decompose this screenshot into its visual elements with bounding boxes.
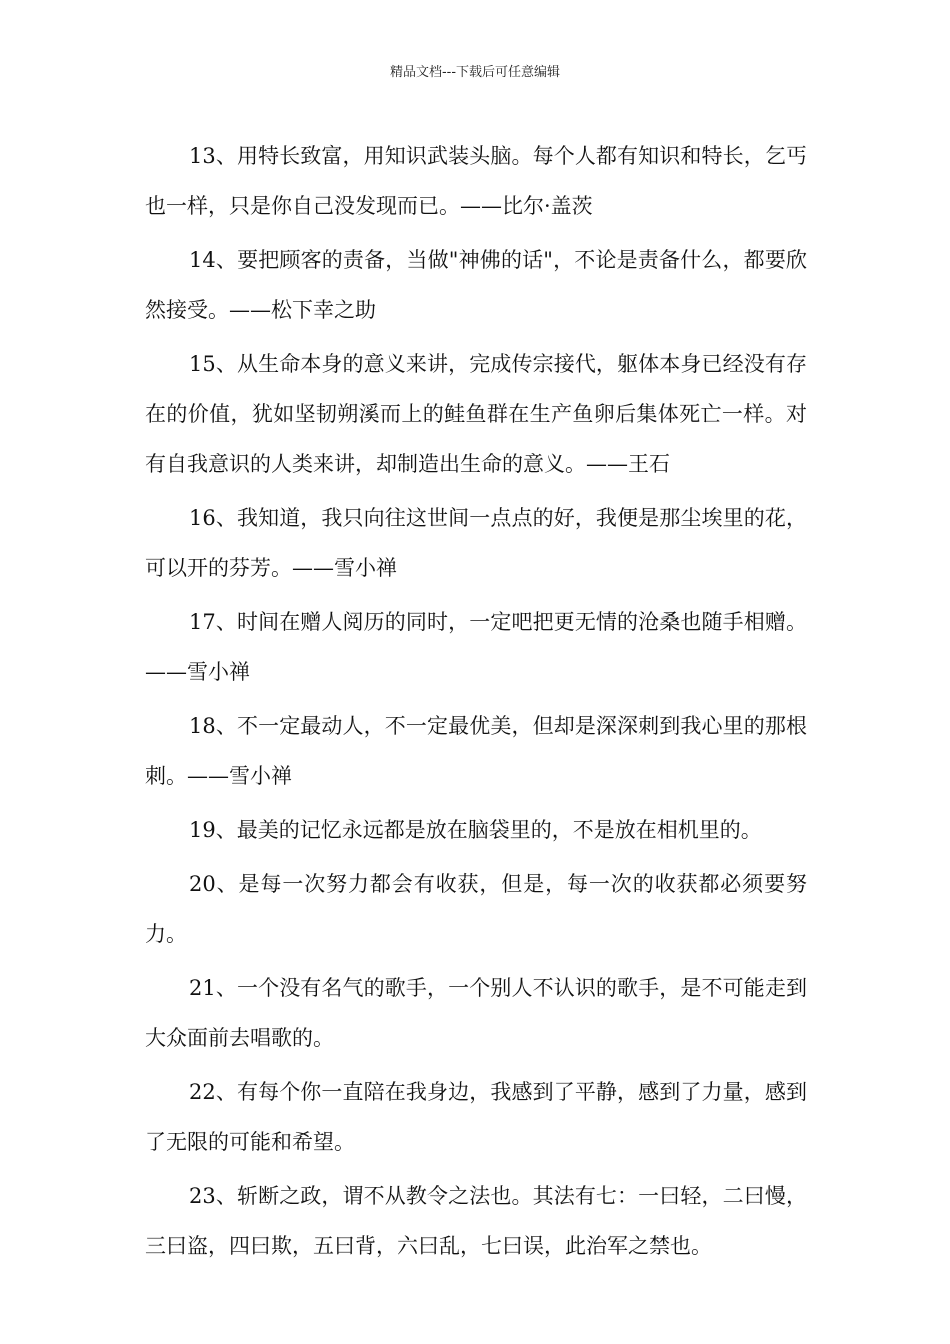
quote-paragraph-15: 15、从生命本身的意义来讲，完成传宗接代，躯体本身已经没有存在的价值，犹如坚韧朔溪而上的鲑鱼群在生产鱼卵后集体死亡一样。对有自我意识的人类来讲，却制造出生命的意义。——王石 xyxy=(145,352,807,476)
page-header: 精品文档---下载后可任意编辑 xyxy=(389,65,561,80)
quote-paragraph-19: 19、最美的记忆永远都是放在脑袋里的，不是放在相机里的。 xyxy=(189,818,762,842)
quote-paragraph-21: 21、一个没有名气的歌手，一个别人不认识的歌手，是不可能走到大众面前去唱歌的。 xyxy=(145,976,807,1050)
quote-paragraph-23: 23、斩断之政，谓不从教令之法也。其法有七：一曰轻，二曰慢，三曰盗，四曰欺，五曰背，六曰乱，七曰误，此治军之禁也。 xyxy=(145,1184,807,1258)
quote-paragraph-18: 18、不一定最动人，不一定最优美，但却是深深刺到我心里的那根刺。——雪小禅 xyxy=(145,714,807,788)
quote-paragraph-16: 16、我知道，我只向往这世间一点点的好，我便是那尘埃里的花，可以开的芬芳。——雪小禅 xyxy=(145,506,807,580)
quote-paragraph-14: 14、要把顾客的责备，当做"神佛的话"，不论是责备什么，都要欣然接受。——松下幸之助 xyxy=(145,248,807,322)
document-body xyxy=(145,131,807,1275)
quote-paragraph-17: 17、时间在赠人阅历的同时，一定吧把更无情的沧桑也随手相赠。——雪小禅 xyxy=(145,610,807,684)
quote-paragraph-20: 20、是每一次努力都会有收获，但是，每一次的收获都必须要努力。 xyxy=(145,872,807,946)
quote-paragraph-22: 22、有每个你一直陪在我身边，我感到了平静，感到了力量，感到了无限的可能和希望。 xyxy=(145,1080,807,1154)
quote-paragraph-13: 13、用特长致富，用知识武装头脑。每个人都有知识和特长，乞丐也一样，只是你自己没发现而已。——比尔·盖茨 xyxy=(145,144,807,218)
